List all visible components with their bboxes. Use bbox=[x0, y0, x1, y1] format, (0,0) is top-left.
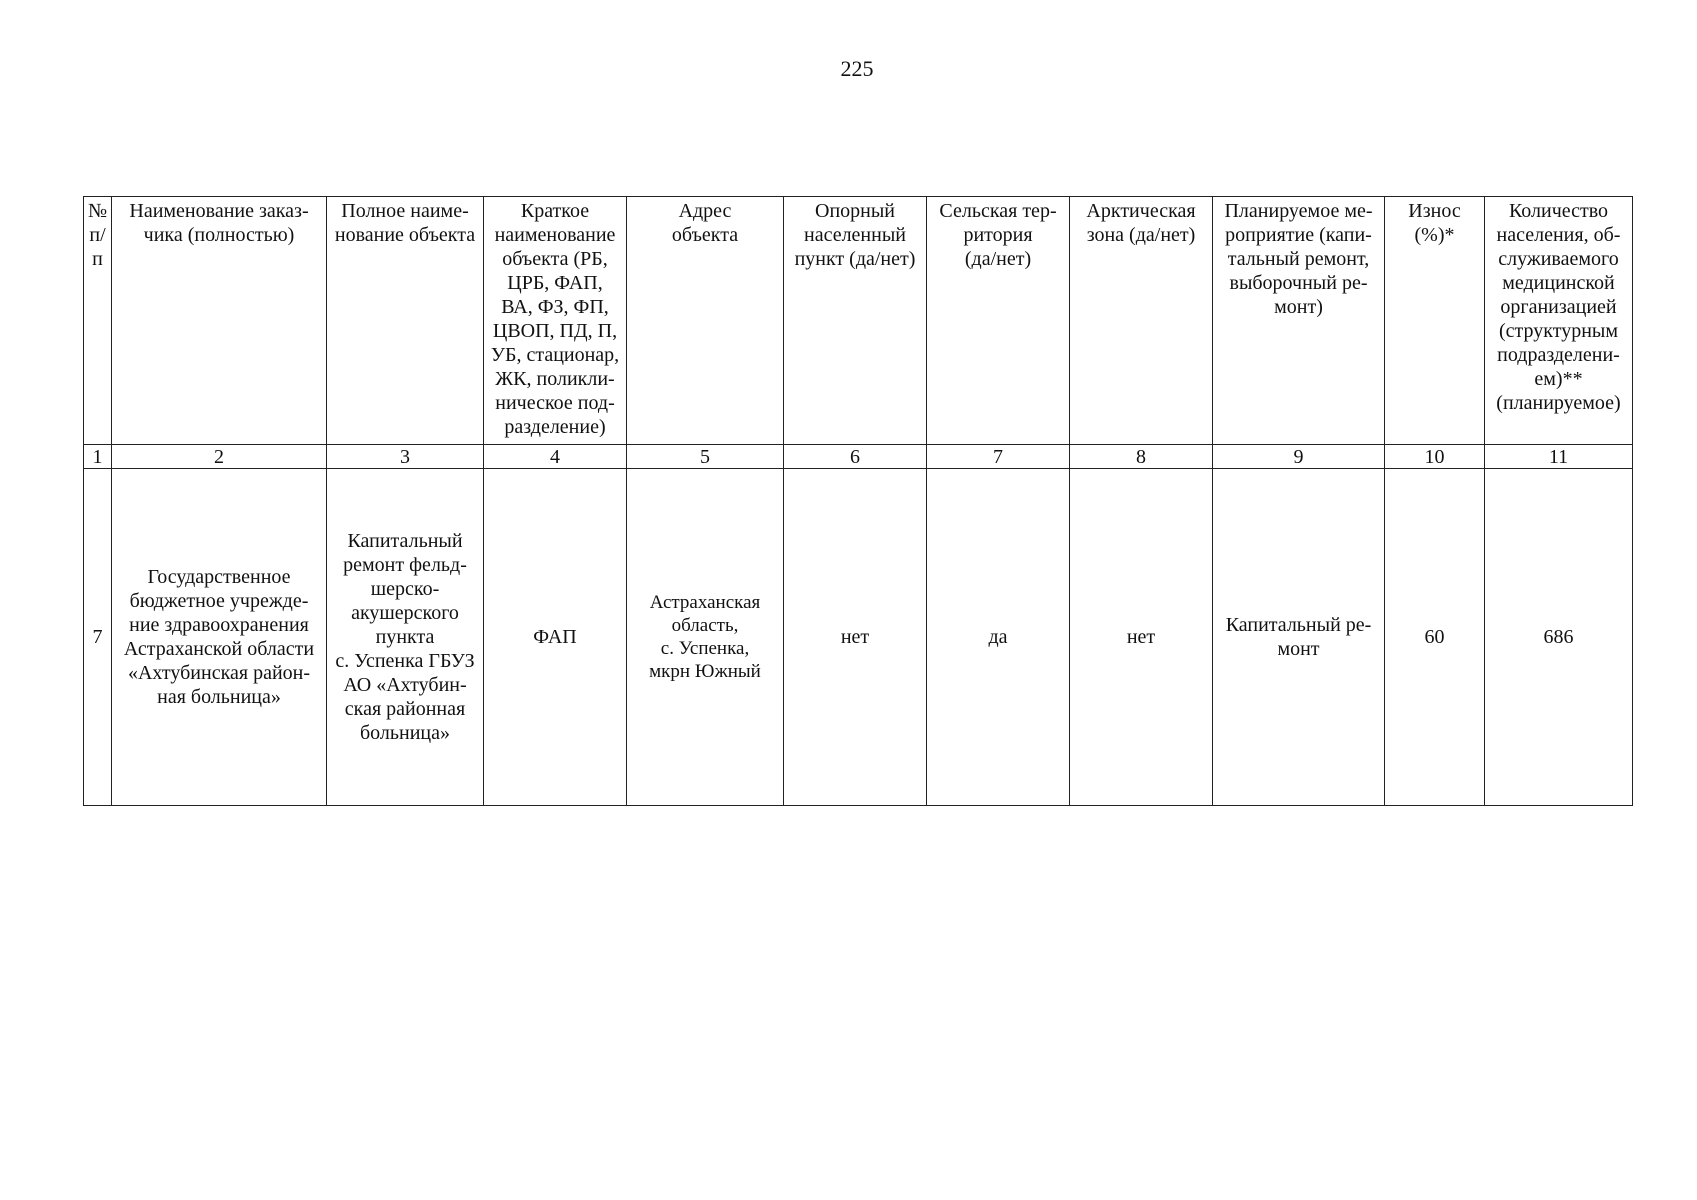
column-number: 2 bbox=[112, 445, 327, 469]
cell-population: 686 bbox=[1485, 469, 1633, 806]
header-population: Количество населения, об- служиваемого медицинской организацией (структурным подразделени- ем)** (планируемое) bbox=[1485, 197, 1633, 445]
header-object-short: Краткое наименование объекта (РБ, ЦРБ, ФАП, ВА, ФЗ, ФП, ЦВОП, ПД, П, УБ, стационар, ЖК, поликли- ническое под- разделение) bbox=[484, 197, 627, 445]
column-number: 9 bbox=[1213, 445, 1385, 469]
cell-customer: Государственное бюджетное учрежде- ние здравоохранения Астраханской области «Ахтубинская район- ная больница» bbox=[112, 469, 327, 806]
capital-repair-table bbox=[83, 196, 1633, 806]
header-number: № п/п bbox=[84, 197, 112, 445]
header-arctic: Арктическая зона (да/нет) bbox=[1070, 197, 1213, 445]
cell-object-short: ФАП bbox=[484, 469, 627, 806]
cell-support-settlement: нет bbox=[784, 469, 927, 806]
cell-number: 7 bbox=[84, 469, 112, 806]
header-rural: Сельская тер- ритория (да/нет) bbox=[927, 197, 1070, 445]
cell-rural: да bbox=[927, 469, 1070, 806]
cell-address: Астраханская область, с. Успенка, мкрн Южный bbox=[627, 469, 784, 806]
cell-wear: 60 bbox=[1385, 469, 1485, 806]
column-number: 7 bbox=[927, 445, 1070, 469]
column-number: 8 bbox=[1070, 445, 1213, 469]
cell-arctic: нет bbox=[1070, 469, 1213, 806]
cell-planned-work: Капитальный ре- монт bbox=[1213, 469, 1385, 806]
page-number: 225 bbox=[840, 56, 874, 81]
table-header-row bbox=[84, 197, 1633, 445]
column-number: 6 bbox=[784, 445, 927, 469]
header-address: Адрес объекта bbox=[627, 197, 784, 445]
header-planned-work: Планируемое ме- роприятие (капи- тальный ремонт, выборочный ре- монт) bbox=[1213, 197, 1385, 445]
header-wear: Износ (%)* bbox=[1385, 197, 1485, 445]
column-number: 5 bbox=[627, 445, 784, 469]
header-object-full: Полное наиме- нование объекта bbox=[327, 197, 484, 445]
header-customer: Наименование заказ- чика (полностью) bbox=[112, 197, 327, 445]
cell-object-full: Капитальный ремонт фельд- шерско- акушерского пункта с. Успенка ГБУЗ АО «Ахтубин- ская районная больница» bbox=[327, 469, 484, 806]
column-number: 1 bbox=[84, 445, 112, 469]
column-number-row bbox=[84, 445, 1633, 469]
table-row bbox=[84, 469, 1633, 806]
column-number: 4 bbox=[484, 445, 627, 469]
header-support-settlement: Опорный населенный пункт (да/нет) bbox=[784, 197, 927, 445]
column-number: 10 bbox=[1385, 445, 1485, 469]
column-number: 11 bbox=[1485, 445, 1633, 469]
column-number: 3 bbox=[327, 445, 484, 469]
